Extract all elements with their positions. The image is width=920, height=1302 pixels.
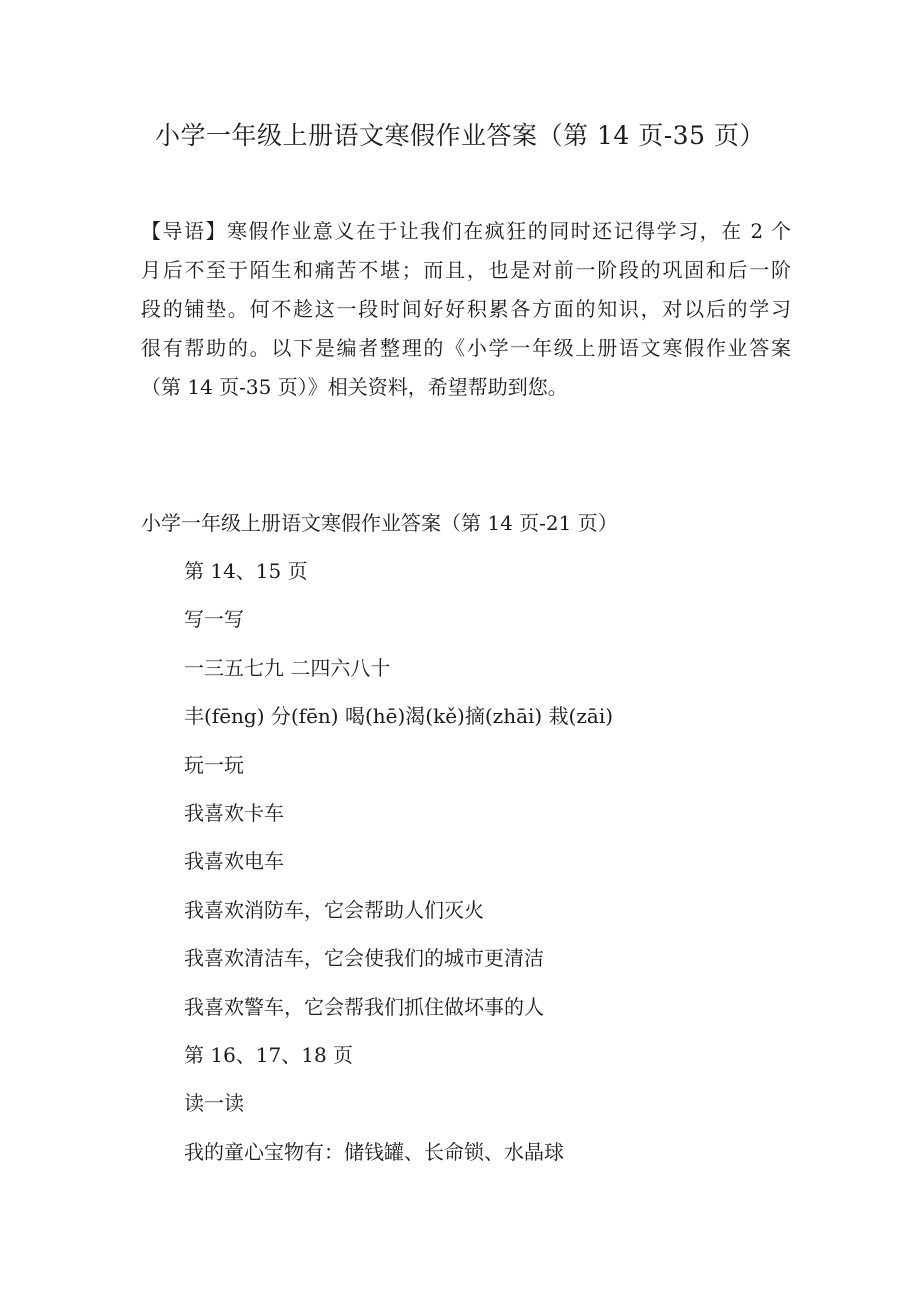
- intro-line: 【导语】寒假作业意义在于让我们在疯狂的同时还记得学习，在 2 个: [141, 219, 791, 243]
- answer-line: 写一写: [184, 607, 244, 632]
- answer-line: 我喜欢卡车: [184, 800, 284, 825]
- intro-paragraph: [141, 212, 791, 407]
- intro-line: 很有帮助的。以下是编者整理的《小学一年级上册语文寒假作业答案: [141, 336, 791, 360]
- section-heading: 小学一年级上册语文寒假作业答案（第 14 页-21 页）: [141, 511, 618, 535]
- answer-line: 我的童心宝物有：储钱罐、长命锁、水晶球: [184, 1139, 564, 1164]
- answer-line: 丰(fēng) 分(fēn) 喝(hē)渴(kě)摘(zhāi) 栽(zāi): [184, 704, 614, 729]
- answer-list: [184, 553, 613, 1182]
- intro-line: （第 14 页-35 页）》相关资料，希望帮助到您。: [141, 375, 568, 399]
- intro-line: 段的铺垫。何不趁这一段时间好好积累各方面的知识，对以后的学习: [141, 297, 791, 321]
- answer-line: 读一读: [184, 1091, 244, 1116]
- answer-line: 我喜欢清洁车，它会使我们的城市更清洁: [184, 946, 544, 971]
- intro-line: 月后不至于陌生和痛苦不堪；而且，也是对前一阶段的巩固和后一阶: [141, 258, 791, 282]
- answer-line: 我喜欢消防车，它会帮助人们灭火: [184, 897, 484, 922]
- document-title: 小学一年级上册语文寒假作业答案（第 14 页-35 页）: [155, 121, 765, 150]
- answer-line: 一三五七九 二四六八十: [184, 655, 391, 680]
- answer-line: 我喜欢电车: [184, 849, 284, 874]
- answer-line: 第 16、17、18 页: [184, 1042, 354, 1067]
- answer-line: 玩一玩: [184, 752, 244, 777]
- answer-line: 我喜欢警车，它会帮我们抓住做坏事的人: [184, 994, 544, 1019]
- answer-line: 第 14、15 页: [184, 559, 308, 583]
